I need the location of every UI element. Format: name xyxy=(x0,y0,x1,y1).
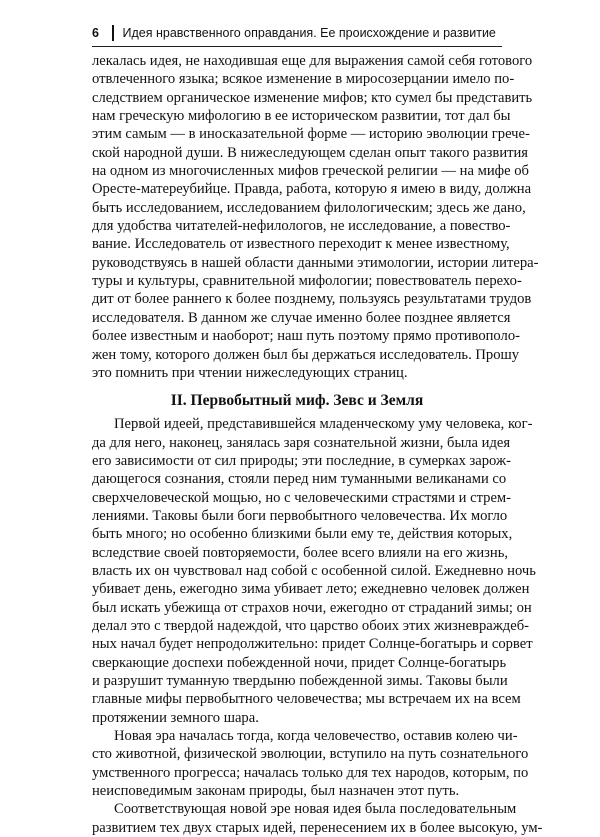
text-line: развитием тех двух старых идей, перенесением их в более высокую, ум- xyxy=(92,819,543,836)
paragraph-2 xyxy=(92,415,536,727)
text-line: быть много; но особенно близкими были ему те, действия которых, xyxy=(92,526,513,543)
header-rule xyxy=(92,46,502,47)
paragraph-1 xyxy=(92,52,539,382)
text-line: убивает день, ежегодно зима убивает лето; ежедневно человек должен xyxy=(92,581,530,598)
text-line: был искать убежища от страхов ночи, ежегодно от страданий зимы; он xyxy=(92,599,532,616)
text-line: Новая эра началась тогда, когда человечество, оставив колею чи- xyxy=(114,728,518,745)
text-line: более известным и наоборот; наш путь поэтому прямо противополо- xyxy=(92,328,520,345)
running-header xyxy=(92,23,512,43)
paragraph-3 xyxy=(92,727,529,800)
text-line: неисповедимым законам природы, был назначен этот путь. xyxy=(92,783,460,800)
section-heading: II. Первобытный миф. Зевс и Земля xyxy=(170,392,424,410)
text-line: Первой идеей, представившейся младенческому уму человека, ког- xyxy=(114,416,533,433)
text-line: следствием органическое изменение мифов; кто сумел бы представить xyxy=(92,89,533,106)
text-line: лекалась идея, не находившая еще для выражения самой себя готового xyxy=(92,53,533,69)
text-line: власть их он чувствовал над собой с особенной силой. Ежедневно ночь xyxy=(92,562,536,579)
paragraph-4 xyxy=(92,800,543,837)
text-line: туры и культуры, сравнительной мифологии; повествователь перехо- xyxy=(92,273,522,290)
text-line: и разрушит туманную твердыню побежденной зимы. Таковы были xyxy=(92,673,508,689)
page-body xyxy=(92,52,543,837)
text-line: дит от более раннего к более позднему, пользуясь результатами трудов xyxy=(92,291,532,308)
text-line: нам греческую мифологию в ее историческом развитии, тот дал бы xyxy=(92,108,511,125)
text-line: ской народной души. В нижеследующем сделан опыт такого развития xyxy=(92,144,529,161)
text-line: ных начал будет непродолжительно: придет Солнце-богатырь и сорвет xyxy=(92,636,533,653)
text-line: дающегося сознания, стояли перед ним туманными великанами со xyxy=(92,471,507,488)
text-line: протяжении земного шара. xyxy=(92,709,259,726)
text-line: руководствуясь в нашей области данными этимологии, истории литера- xyxy=(92,254,539,271)
text-line: сто животной, физической эволюции, вступило на путь сознательного xyxy=(92,746,529,763)
text-line: отвлеченного языка; всякое изменение в миросозерцании имело по- xyxy=(92,71,515,88)
text-line: для удобства читателей-нефилологов, не исследование, а повество- xyxy=(92,218,511,235)
text-line: на одном из многочисленных мифов греческой религии — на мифе об xyxy=(92,163,529,180)
text-line: да для него, наконец, занялась заря сознательной жизни, была идея xyxy=(92,434,511,451)
text-line: вание. Исследователь от известного переходит к менее известному, xyxy=(92,236,510,253)
text-line: исследователя. В данном же случае именно более позднее является xyxy=(92,309,511,326)
text-line: его зависимости от сил природы; эти последние, в сумерках зарож- xyxy=(92,452,511,469)
text-line: Соответствующая новой эре новая идея была последовательным xyxy=(114,801,517,818)
text-line: это помнить при чтении нижеследующих страниц. xyxy=(92,364,408,381)
text-line: делал это с твердой надеждой, что царство обоих этих жизневраждеб- xyxy=(92,617,529,634)
text-line: лениями. Таковы были боги первобытного человечества. Их могло xyxy=(92,507,508,524)
text-line: сверхчеловеческой мощью, но с человеческими страстями и стрем- xyxy=(92,489,512,506)
text-line: Оресте-матереубийце. Правда, работа, которую я имею в виду, должна xyxy=(92,181,532,198)
page-number: 6 xyxy=(92,26,99,40)
text-line: сверкающие доспехи побежденной ночи, придет Солнце-богатырь xyxy=(92,654,507,671)
text-line: умственного прогресса; началась только для тех народов, которым, по xyxy=(92,764,529,781)
text-line: быть исследованием, исследованием филологическим; здесь же дано, xyxy=(92,199,526,216)
text-line: главные мифы первобытного человечества; мы встречаем их на всем xyxy=(92,691,521,708)
header-divider xyxy=(112,25,114,41)
text-line: вследствие своей повторяемости, более всего влияли на его жизнь, xyxy=(92,544,509,561)
running-title: Идея нравственного оправдания. Ее происхождение и развитие xyxy=(122,26,496,40)
text-line: этим самым — в иносказательной форме — историю эволюции грече- xyxy=(92,126,530,143)
text-line: жен тому, которого должен был бы держаться исследователь. Прошу xyxy=(92,346,520,363)
